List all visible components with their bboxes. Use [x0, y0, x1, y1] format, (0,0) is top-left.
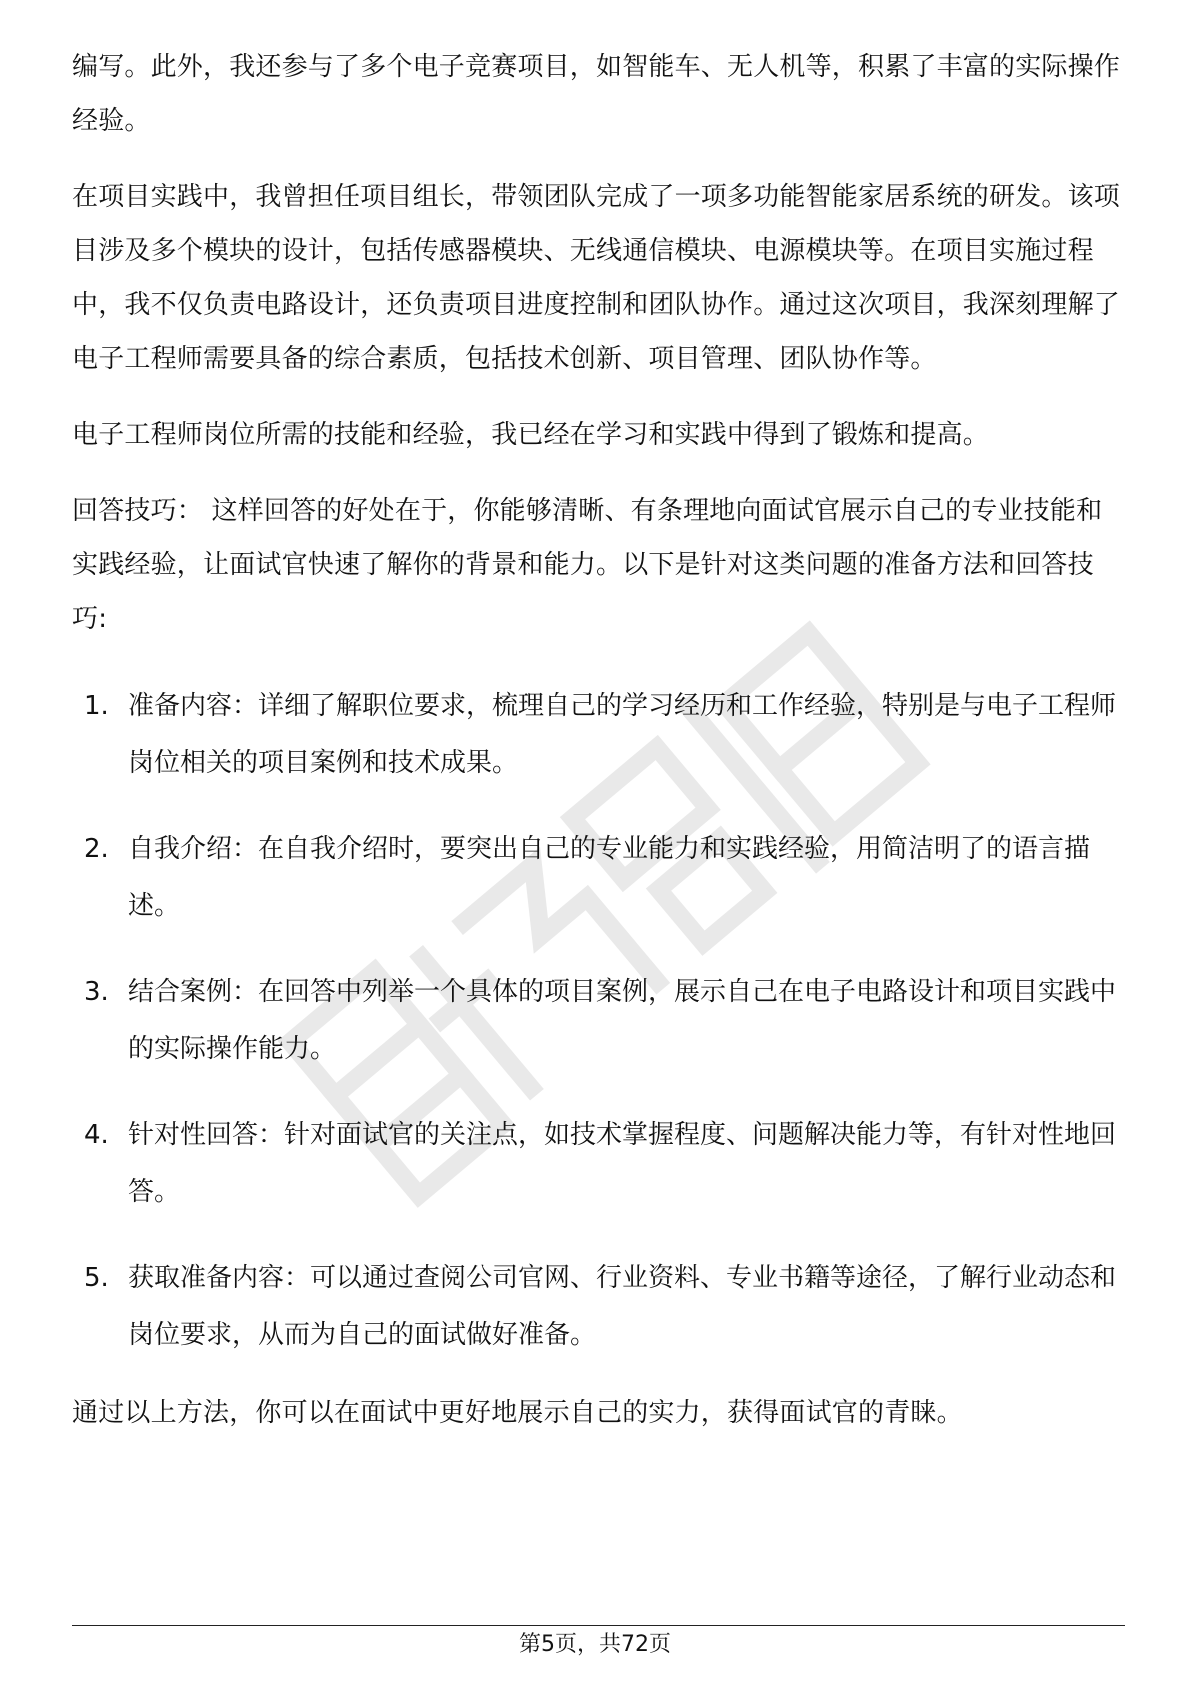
- paragraph-closing: 通过以上方法，你可以在面试中更好地展示自己的实力，获得面试官的青睐。: [72, 1398, 963, 1428]
- tips-list: [72, 678, 1122, 1364]
- main-content: [72, 40, 1122, 1462]
- list-number: 3.: [84, 977, 109, 1007]
- list-item: [72, 678, 1122, 792]
- paragraph-answer-tips: 回答技巧： 这样回答的好处在于，你能够清晰、有条理地向面试官展示自己的专业技能和实践经验，让面试官快速了解你的背景和能力。以下是针对这类问题的准备方法和回答技巧:: [72, 496, 1103, 634]
- list-item-text: 自我介绍：在自我介绍时，要突出自己的专业能力和实践经验，用简洁明了的语言描述。: [128, 834, 1091, 921]
- page-number: 第5页，共72页: [519, 1632, 671, 1657]
- list-item-text: 针对性回答：针对面试官的关注点，如技术掌握程度、问题解决能力等，有针对性地回答。: [128, 1120, 1117, 1207]
- list-number: 5.: [84, 1263, 109, 1293]
- list-item-text: 结合案例：在回答中列举一个具体的项目案例，展示自己在电子电路设计和项目实践中的实际操作能力。: [128, 977, 1117, 1064]
- list-item: [72, 964, 1122, 1078]
- list-item: [72, 821, 1122, 935]
- paragraph-intro-continued: 编写。此外，我还参与了多个电子竞赛项目，如智能车、无人机等，积累了丰富的实际操作经验。: [72, 52, 1121, 136]
- list-item-text: 获取准备内容：可以通过查阅公司官网、行业资料、专业书籍等途径，了解行业动态和岗位要求，从而为自己的面试做好准备。: [128, 1263, 1117, 1350]
- list-number: 2.: [84, 834, 109, 864]
- paragraph-project-practice: 在项目实践中，我曾担任项目组长，带领团队完成了一项多功能智能家居系统的研发。该项目涉及多个模块的设计，包括传感器模块、无线通信模块、电源模块等。在项目实施过程中，我不仅负责电路设计，还负责项目进度控制和团队协作。通过这次项目，我深刻理解了电子工程师需要具备的综合素质，包括技术创新、项目管理、团队协作等。: [72, 182, 1121, 374]
- list-number: 1.: [84, 691, 109, 721]
- list-number: 4.: [84, 1120, 109, 1150]
- list-item-text: 准备内容：详细了解职位要求，梳理自己的学习经历和工作经验，特别是与电子工程师岗位相关的项目案例和技术成果。: [128, 691, 1117, 778]
- list-item: [72, 1250, 1122, 1364]
- paragraph-skills-summary: 电子工程师岗位所需的技能和经验，我已经在学习和实践中得到了锻炼和提高。: [72, 420, 990, 450]
- footer-divider: [72, 1625, 1125, 1626]
- list-item: [72, 1107, 1122, 1221]
